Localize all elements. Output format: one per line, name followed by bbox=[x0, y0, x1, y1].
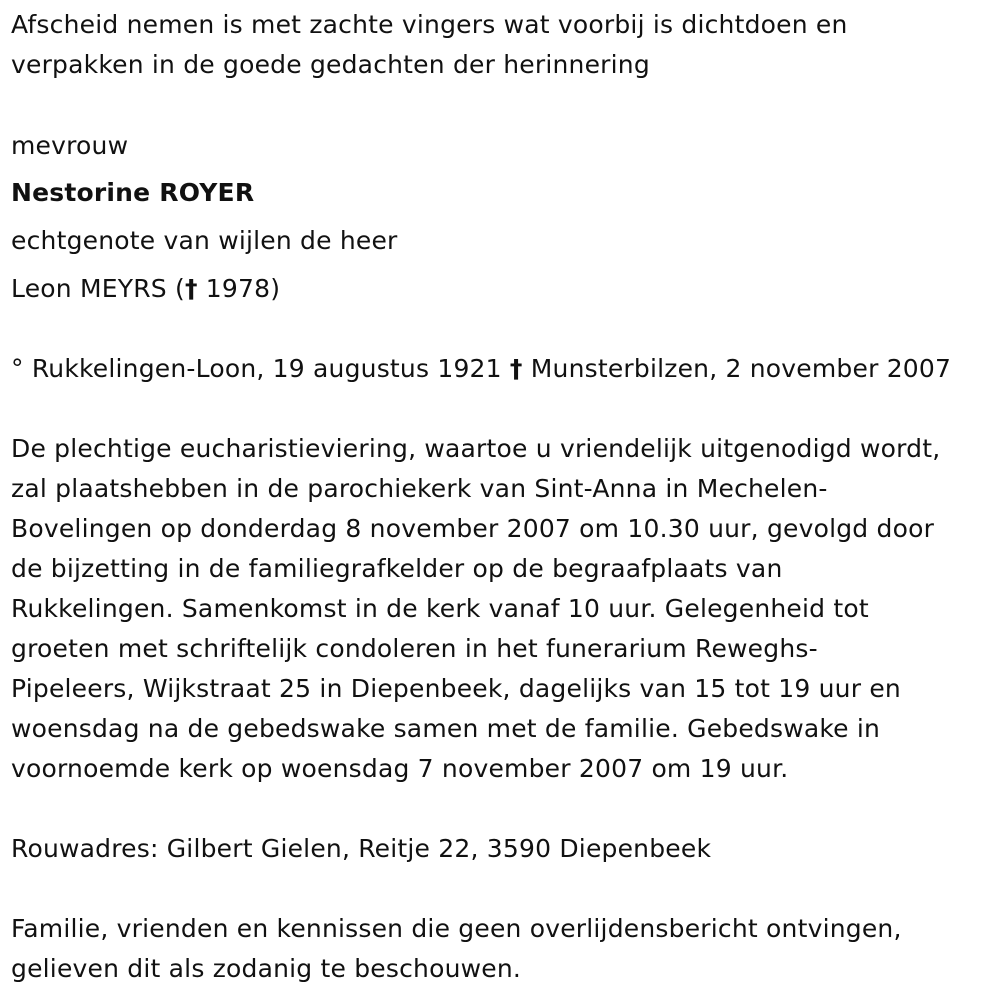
quote-line-1: Afscheid nemen is met zachte vingers wat voorbij is dichtdoen en bbox=[11, 10, 848, 39]
birth-info: ° Rukkelingen-Loon, 19 augustus 1921 bbox=[11, 354, 510, 383]
ceremony-line: Bovelingen op donderdag 8 november 2007 om 10.30 uur, gevolgd door bbox=[11, 514, 935, 543]
closing-line-1: Familie, vrienden en kennissen die geen overlijdensbericht ontvingen, bbox=[11, 914, 902, 943]
closing-line-2: gelieven dit als zodanig te beschouwen. bbox=[11, 954, 522, 983]
deceased-title: mevrouw bbox=[11, 131, 129, 160]
cross-icon: † bbox=[184, 274, 198, 303]
cross-icon: † bbox=[509, 354, 523, 383]
quote-line-2: verpakken in de goede gedachten der herinnering bbox=[11, 50, 650, 79]
deceased-name: Nestorine ROYER bbox=[11, 178, 255, 207]
spouse-name: Leon MEYRS ( bbox=[11, 274, 185, 303]
ceremony-line: groeten met schriftelijk condoleren in het funerarium Reweghs- bbox=[11, 634, 818, 663]
ceremony-line: De plechtige eucharistieviering, waartoe u vriendelijk uitgenodigd wordt, bbox=[11, 434, 941, 463]
spouse-year: 1978) bbox=[197, 274, 281, 303]
relation-text: echtgenote van wijlen de heer bbox=[11, 226, 398, 255]
ceremony-line: de bijzetting in de familiegrafkelder op de begraafplaats van bbox=[11, 554, 783, 583]
ceremony-line: Pipeleers, Wijkstraat 25 in Diepenbeek, dagelijks van 15 tot 19 uur en bbox=[11, 674, 901, 703]
dates-line bbox=[11, 349, 951, 389]
ceremony-line: woensdag na de gebedswake samen met de familie. Gebedswake in bbox=[11, 714, 881, 743]
ceremony-line: zal plaatshebben in de parochiekerk van Sint-Anna in Mechelen- bbox=[11, 474, 828, 503]
spouse-line bbox=[11, 269, 280, 309]
rouwadres-line: Rouwadres: Gilbert Gielen, Reitje 22, 3590 Diepenbeek bbox=[11, 834, 712, 863]
death-info: Munsterbilzen, 2 november 2007 bbox=[522, 354, 952, 383]
ceremony-line: Rukkelingen. Samenkomst in de kerk vanaf 10 uur. Gelegenheid tot bbox=[11, 594, 869, 623]
ceremony-line: voornoemde kerk op woensdag 7 november 2007 om 19 uur. bbox=[11, 754, 789, 783]
